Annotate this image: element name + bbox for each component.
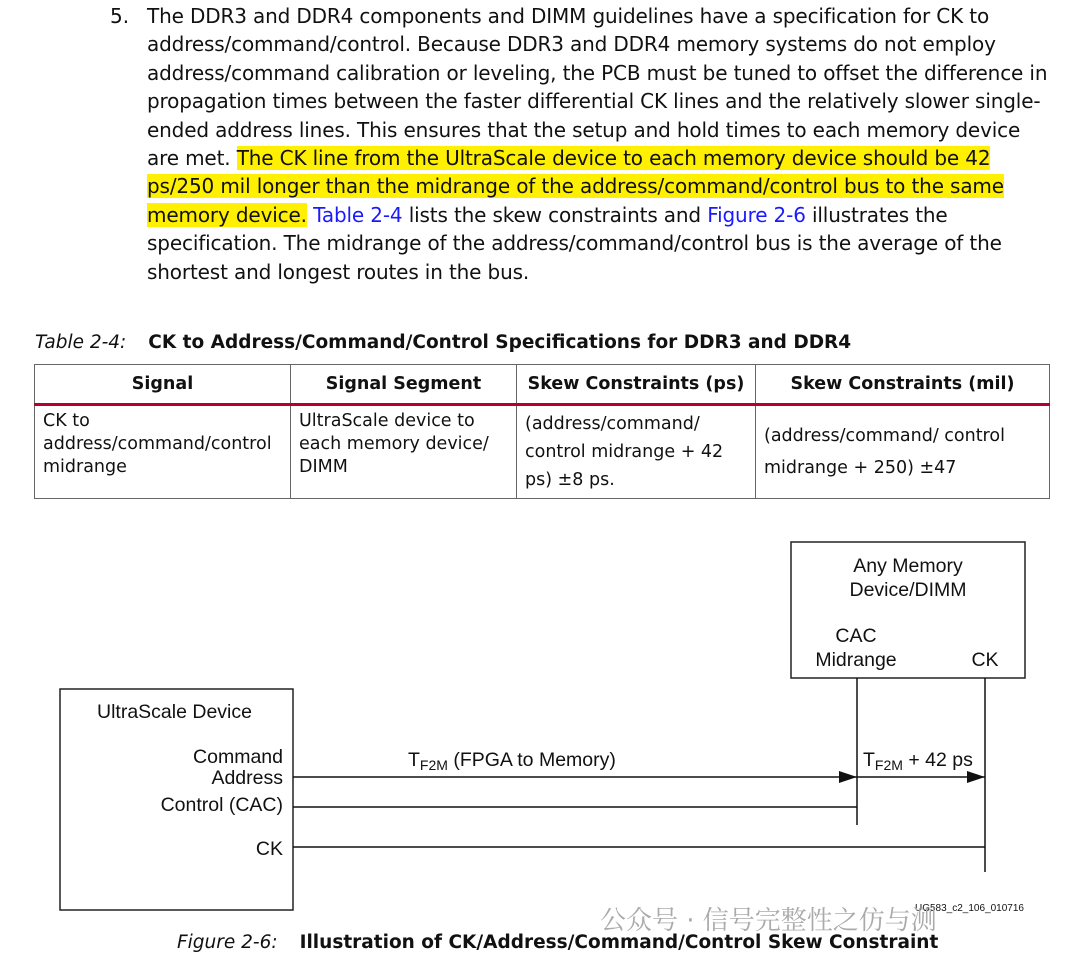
figure-link[interactable]: Figure 2-6 [707,202,806,227]
table-cell: (address/command/ control midrange + 250) ±47 [756,405,1050,499]
figure-caption [177,932,938,953]
memory-box-title: Device/DIMM [849,579,967,601]
fpga-box-title: UltraScale Device [97,701,252,723]
table-link[interactable]: Table 2-4 [313,202,403,227]
figure-id: UG583_c2_106_010716 [915,903,1024,914]
tf2m-label: $T_{F2M}$ (FPGA to Memory) [408,749,616,773]
signal-lines [293,678,985,872]
table-cell: UltraScale device to each memory device/ DIMM [291,405,517,499]
caption-label: Figure 2-6: [177,932,278,953]
cac-label: CAC [835,625,877,647]
caption-title: CK to Address/Command/Control Specifications for DDR3 and DDR4 [148,332,852,353]
paragraph-text: The DDR3 and DDR4 components and DIMM guidelines have a specification for CK to address/command/control. Because DDR3 and DDR4 memory systems do not employ address/command calibration or leveling, the PCB must be tuned to offset the difference in propagation times between the faster differential CK lines and the relatively slower single-ended address lines. This ensures that the setup and hold times to each memory device are met. [147,4,1048,171]
table-cell: CK to address/command/control midrange [35,405,291,499]
paragraph-text: lists the skew constraints and [402,202,708,227]
watermark: 公众号 · 信号完整性之仿与测 [600,906,937,936]
highlighted-text: The CK line from the UltraScale device to each memory device should be 42 ps/250 mil longer than the midrange of the address/command/control bus to the same memory device. [147,146,1004,227]
fpga-ck-label: CK [255,838,283,860]
header-cell: Signal [35,365,291,405]
memory-ck-label: CK [971,649,999,671]
caption-title: Illustration of CK/Address/Command/Control Skew Constraint [299,932,939,953]
control-label: Control (CAC) [160,794,283,816]
paragraph-text: illustrates the specification. The midrange of the address/command/control bus is the average of the shortest and longest routes in the bus. [147,202,1002,284]
address-label: Address [211,767,283,789]
caption-label: Table 2-4: [35,332,127,353]
tf2m-plus-label: $T_{F2M} + 42$ ps [863,749,973,773]
list-number: 5. [110,4,130,28]
command-label: Command [193,746,283,768]
table-cell: (address/command/ control midrange + 42 ps) ±8 ps. [517,405,756,499]
memory-box-title: Any Memory [853,555,963,577]
header-cell: Skew Constraints (ps) [517,365,756,405]
header-cell: Signal Segment [291,365,517,405]
header-cell: Skew Constraints (mil) [756,365,1050,405]
midrange-label: Midrange [815,649,897,671]
